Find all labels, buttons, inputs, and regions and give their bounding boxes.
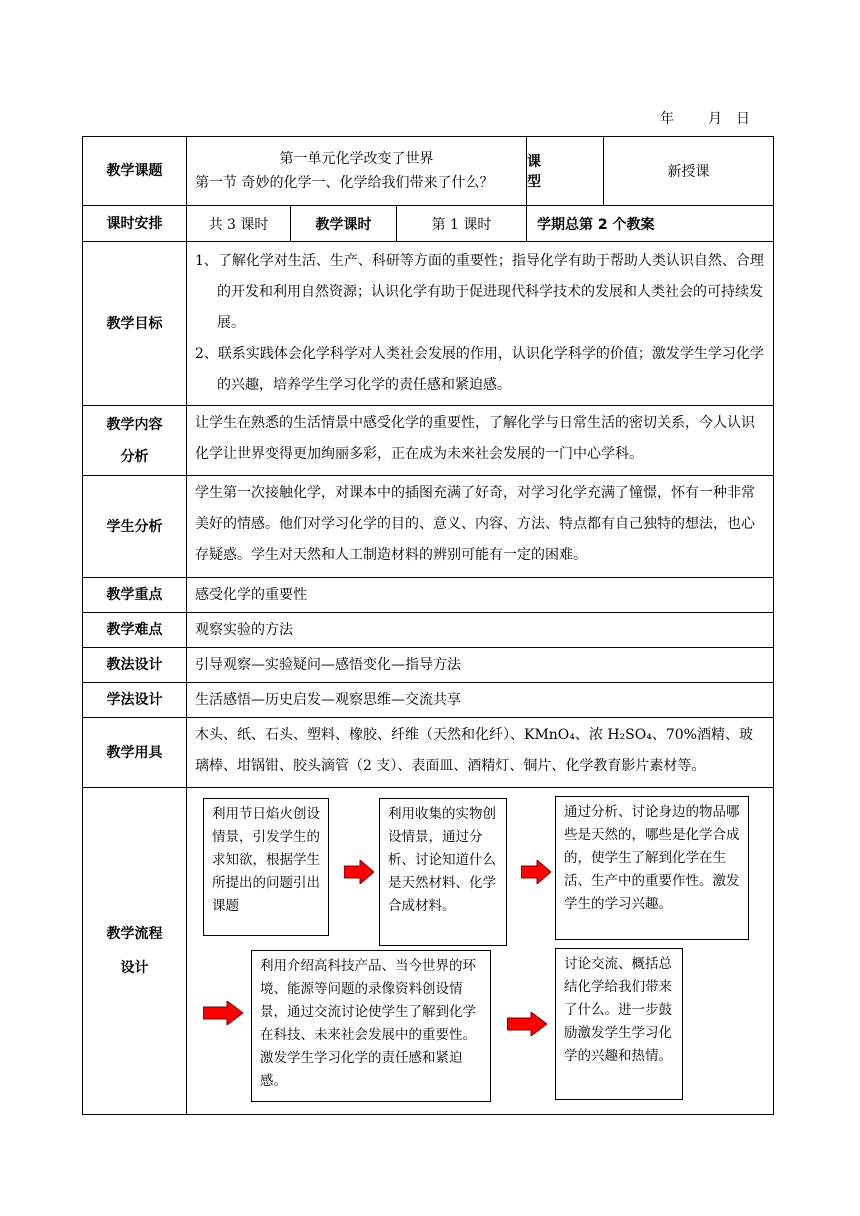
student-analysis-text: 学生第一次接触化学，对课本中的插图充满了好奇，对学习化学充满了憧憬，怀有一种非常美好的情感。他们对学习化学的目的、意义、内容、方法、特点都有自己独特的想法，也心存疑惑。学生对天然和人工制造材料的辨别可能有一定的困难。 xyxy=(195,485,755,563)
year-label: 年 xyxy=(660,111,674,127)
difficulty-row xyxy=(83,612,773,647)
goal-item: 1、了解化学对生活、生产、科研等方面的重要性；指导化学有助于帮助人类认识自然、合理的开发和利用自然资源；认识化学有助于促进现代科学技术的发展和人类社会的可持续发展。 xyxy=(195,253,764,331)
date-line xyxy=(660,108,780,128)
flow-row xyxy=(83,787,773,1114)
flow-diagram xyxy=(187,788,773,1114)
goals-row xyxy=(83,241,773,405)
period-label: 教学课时 xyxy=(291,206,397,241)
tools-row xyxy=(83,717,773,787)
study-method-label: 学法设计 xyxy=(83,683,187,717)
topic-label: 教学课题 xyxy=(83,137,187,205)
topic-line2: 第一节 奇妙的化学一、化学给我们带来了什么？ xyxy=(195,175,494,191)
method-text: 引导观察—实验疑问—感悟变化—指导方法 xyxy=(195,657,461,673)
flow-step-4: 利用介绍高科技产品、当今世界的环境、能源等问题的录像资料创设情景，通过交流讨论使学生了解到化学在科技、未来社会发展中的重要性。激发学生学习化学的责任感和紧迫感。 xyxy=(251,950,491,1102)
goal-item: 2、联系实践体会化学科学对人类社会发展的作用，认识化学科学的价值；激发学生学习化学的兴趣，培养学生学习化学的责任感和紧迫感。 xyxy=(195,346,764,393)
schedule-row xyxy=(83,205,773,241)
tools-text: 木头、纸、石头、塑料、橡胶、纤维（天然和化纤）、KMnO₄、浓 H₂SO₄、70%酒精、玻璃棒、坩锅钳、胶头滴管（2 支）、表面皿、酒精灯、铜片、化学教育影片素材等。 xyxy=(195,727,753,774)
content-analysis-label: 教学内容 分析 xyxy=(83,406,187,475)
content-analysis-row xyxy=(83,405,773,475)
difficulty-text: 观察实验的方法 xyxy=(195,622,293,638)
schedule-total: 共 3 课时 xyxy=(187,206,291,241)
method-row xyxy=(83,647,773,682)
student-analysis-label: 学生分析 xyxy=(83,476,187,577)
arrow-right-icon xyxy=(507,1012,547,1036)
goals-label: 教学目标 xyxy=(83,242,187,405)
flow-step-3: 通过分析、讨论身边的物品哪些是天然的，哪些是化学合成的，使学生了解到化学在生活、生产中的重要作性。激发学生的学习兴趣。 xyxy=(555,796,749,940)
student-analysis-row xyxy=(83,475,773,577)
key-point-label: 教学重点 xyxy=(83,578,187,612)
tools-label: 教学用具 xyxy=(83,718,187,787)
day-label: 日 xyxy=(736,111,750,127)
period-value: 第 1 课时 xyxy=(397,206,527,241)
month-label: 月 xyxy=(708,111,722,127)
difficulty-label: 教学难点 xyxy=(83,613,187,647)
schedule-label: 课时安排 xyxy=(83,206,187,241)
goals-content xyxy=(187,242,773,405)
flow-step-1: 利用节日焰火创设情景，引发学生的求知欲，根据学生所提出的问题引出课题 xyxy=(203,798,329,936)
plan-number: 学期总第 2 个教案 xyxy=(537,216,655,233)
type-value: 新授课 xyxy=(667,164,710,180)
arrow-right-icon xyxy=(344,860,374,884)
arrow-right-icon xyxy=(521,860,551,884)
content-analysis-text: 让学生在熟悉的生活情景中感受化学的重要性，了解化学与日常生活的密切关系，今人认识化学让世界变得更加绚丽多彩，正在成为未来社会发展的一门中心学科。 xyxy=(195,415,755,462)
study-method-text: 生活感悟—历史启发—观察思维—交流共享 xyxy=(195,692,461,708)
topic-title xyxy=(187,137,527,205)
flow-label: 教学流程 设计 xyxy=(83,788,187,1114)
arrow-right-icon xyxy=(203,1001,243,1025)
lesson-plan-table xyxy=(82,136,774,1115)
method-label: 教法设计 xyxy=(83,648,187,682)
topic-row xyxy=(83,137,773,205)
study-method-row xyxy=(83,682,773,717)
flow-step-2: 利用收集的实物创设情景，通过分析、讨论知道什么是天然材料、化学合成材料。 xyxy=(379,798,507,946)
key-point-row xyxy=(83,577,773,612)
type-label: 课 型 xyxy=(527,137,604,205)
key-point-text: 感受化学的重要性 xyxy=(195,587,307,603)
topic-line1: 第一单元化学改变了世界 xyxy=(279,151,434,167)
flow-step-5: 讨论交流、概括总结化学给我们带来了什么。进一步鼓励激发学生学习化学的兴趣和热情。 xyxy=(555,948,683,1100)
